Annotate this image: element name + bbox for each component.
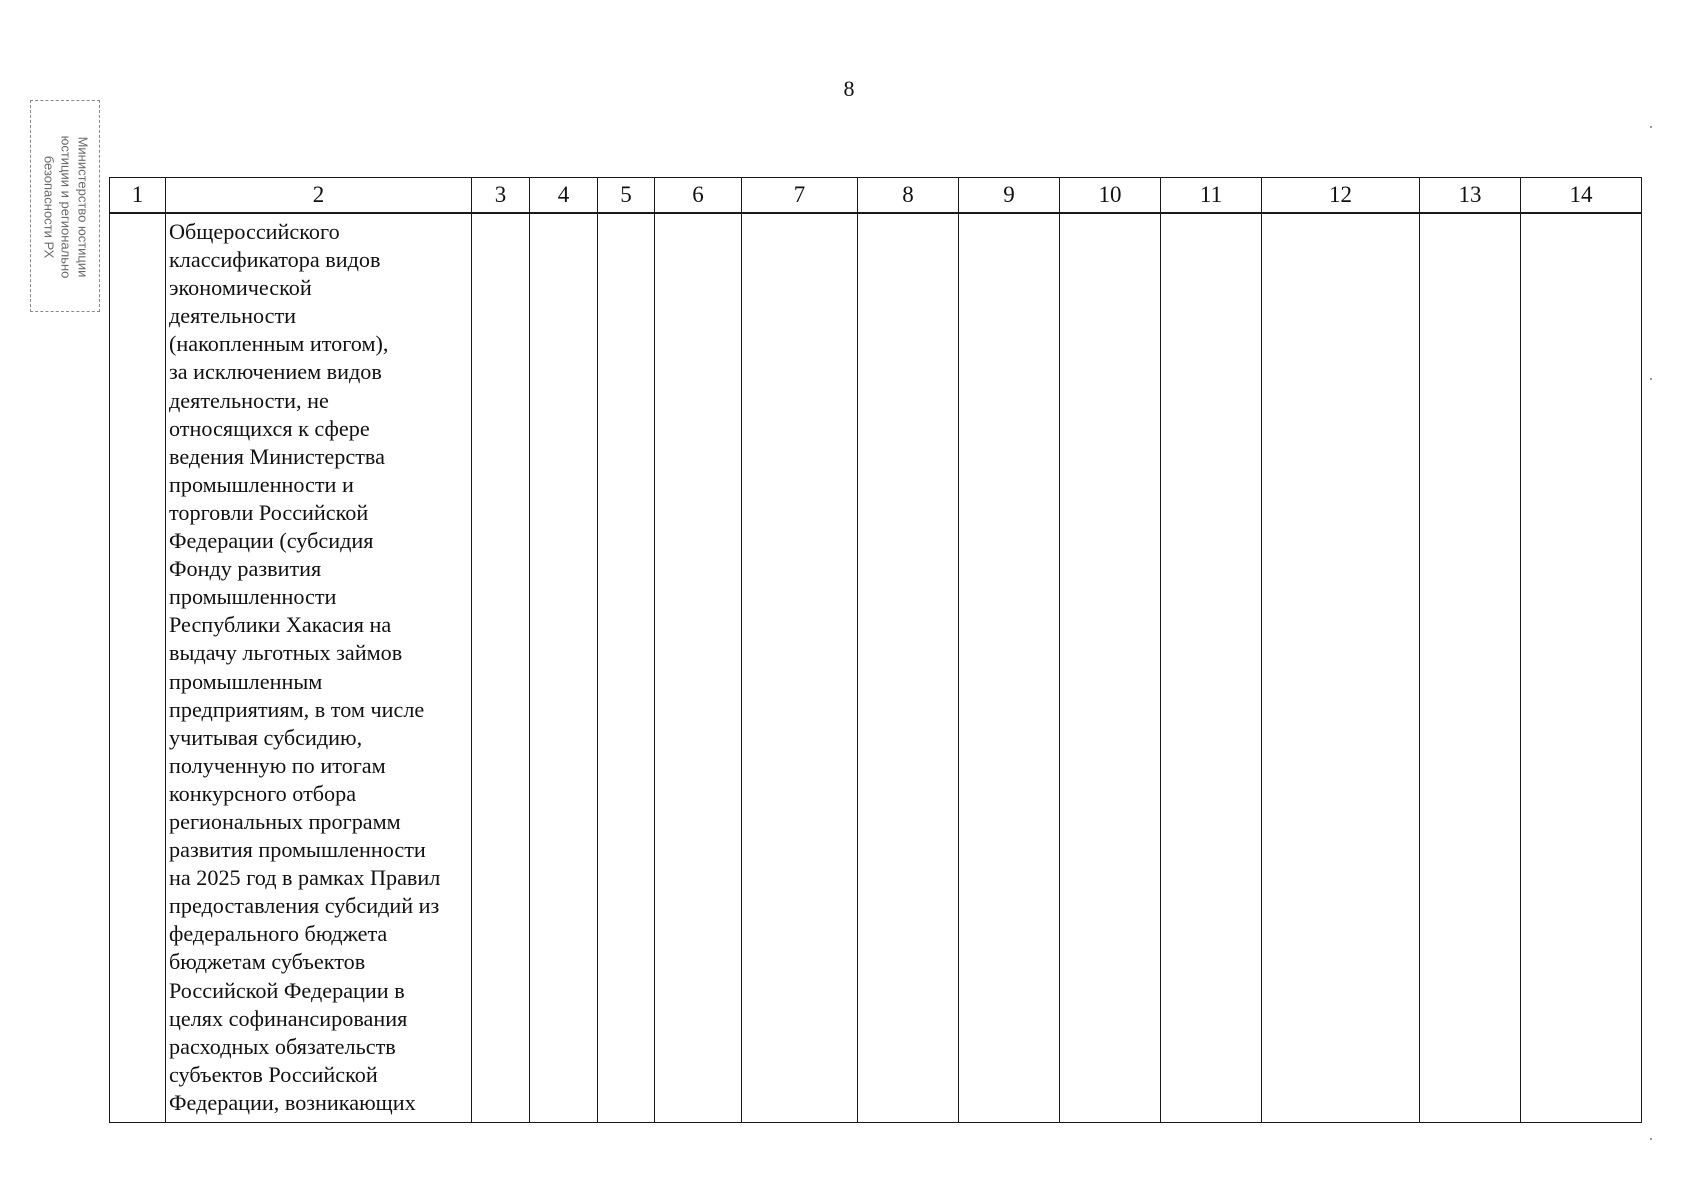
table-cell [110, 213, 166, 1123]
column-header: 9 [959, 178, 1060, 214]
description-line: промышленности и [169, 471, 354, 497]
stamp-line: Министерство юстиции [75, 136, 91, 278]
table-cell [742, 213, 858, 1123]
table-cell [1420, 213, 1521, 1123]
table-cell [1060, 213, 1161, 1123]
column-header: 12 [1262, 178, 1420, 214]
column-header: 4 [530, 178, 598, 214]
column-header: 13 [1420, 178, 1521, 214]
table-cell [959, 213, 1060, 1123]
description-line: промышленности [169, 584, 337, 610]
description-line: полученную по итогам [169, 752, 386, 778]
description-line: экономической [169, 275, 312, 301]
description-line: учитывая субсидию, [169, 724, 363, 750]
table-cell [530, 213, 598, 1123]
description-line: деятельности [169, 303, 297, 329]
column-header: 11 [1161, 178, 1262, 214]
stamp-line: безопасности РХ [41, 155, 57, 259]
table-cell [1161, 213, 1262, 1123]
table-cell [598, 213, 655, 1123]
column-header: 6 [655, 178, 742, 214]
column-header: 7 [742, 178, 858, 214]
description-line: за исключением видов [169, 359, 382, 385]
table-cell [655, 213, 742, 1123]
table-cell [1521, 213, 1642, 1123]
description-line: субъектов Российской [169, 1061, 378, 1087]
description-cell [166, 213, 472, 1123]
table-header-row [110, 178, 1642, 214]
description-line: на 2025 год в рамках Правил [169, 865, 441, 891]
description-line: Федерации, возникающих [169, 1089, 416, 1115]
description-line: расходных обязательств [169, 1033, 396, 1059]
column-header: 3 [472, 178, 530, 214]
description-line: конкурсного отбора [169, 780, 357, 806]
description-line: выдачу льготных займов [169, 640, 403, 666]
stamp-text [41, 105, 92, 310]
description-line: федерального бюджета [169, 921, 388, 947]
column-header: 2 [166, 178, 472, 214]
stamp-line: юстиции и регионально [58, 135, 74, 279]
description-line: Республики Хакасия на [169, 612, 392, 638]
description-line: бюджетам субъектов [169, 949, 366, 975]
column-header: 14 [1521, 178, 1642, 214]
description-line: предоставления субсидий из [169, 893, 440, 919]
description-line: деятельности, не [169, 387, 329, 413]
table-cell [858, 213, 959, 1123]
description-line: предприятиям, в том числе [169, 696, 425, 722]
scan-speck [1650, 126, 1652, 128]
description-line: Фонду развития [169, 556, 322, 582]
column-header: 10 [1060, 178, 1161, 214]
description-line: Федерации (субсидия [169, 528, 374, 554]
description-line: относящихся к сфере [169, 415, 370, 441]
table-cell [1262, 213, 1420, 1123]
description-line: целях софинансирования [169, 1005, 408, 1031]
description-line: развития промышленности [169, 837, 426, 863]
column-header: 1 [110, 178, 166, 214]
column-header: 5 [598, 178, 655, 214]
registration-stamp [30, 100, 100, 312]
description-line: промышленным [169, 668, 323, 694]
scan-speck [1650, 378, 1652, 380]
description-line: региональных программ [169, 808, 401, 834]
description-line: классификатора видов [169, 247, 381, 273]
description-line: торговли Российской [169, 499, 369, 525]
column-header: 8 [858, 178, 959, 214]
page-number: 8 [843, 76, 855, 101]
description-line: ведения Министерства [169, 443, 385, 469]
scan-speck [1650, 1138, 1652, 1140]
table-cell [472, 213, 530, 1123]
description-line: Российской Федерации в [169, 977, 405, 1003]
table-row [110, 213, 1642, 1123]
description-line: (накопленным итогом), [169, 331, 389, 357]
data-table [109, 177, 1642, 1123]
description-line: Общероссийского [169, 219, 340, 244]
